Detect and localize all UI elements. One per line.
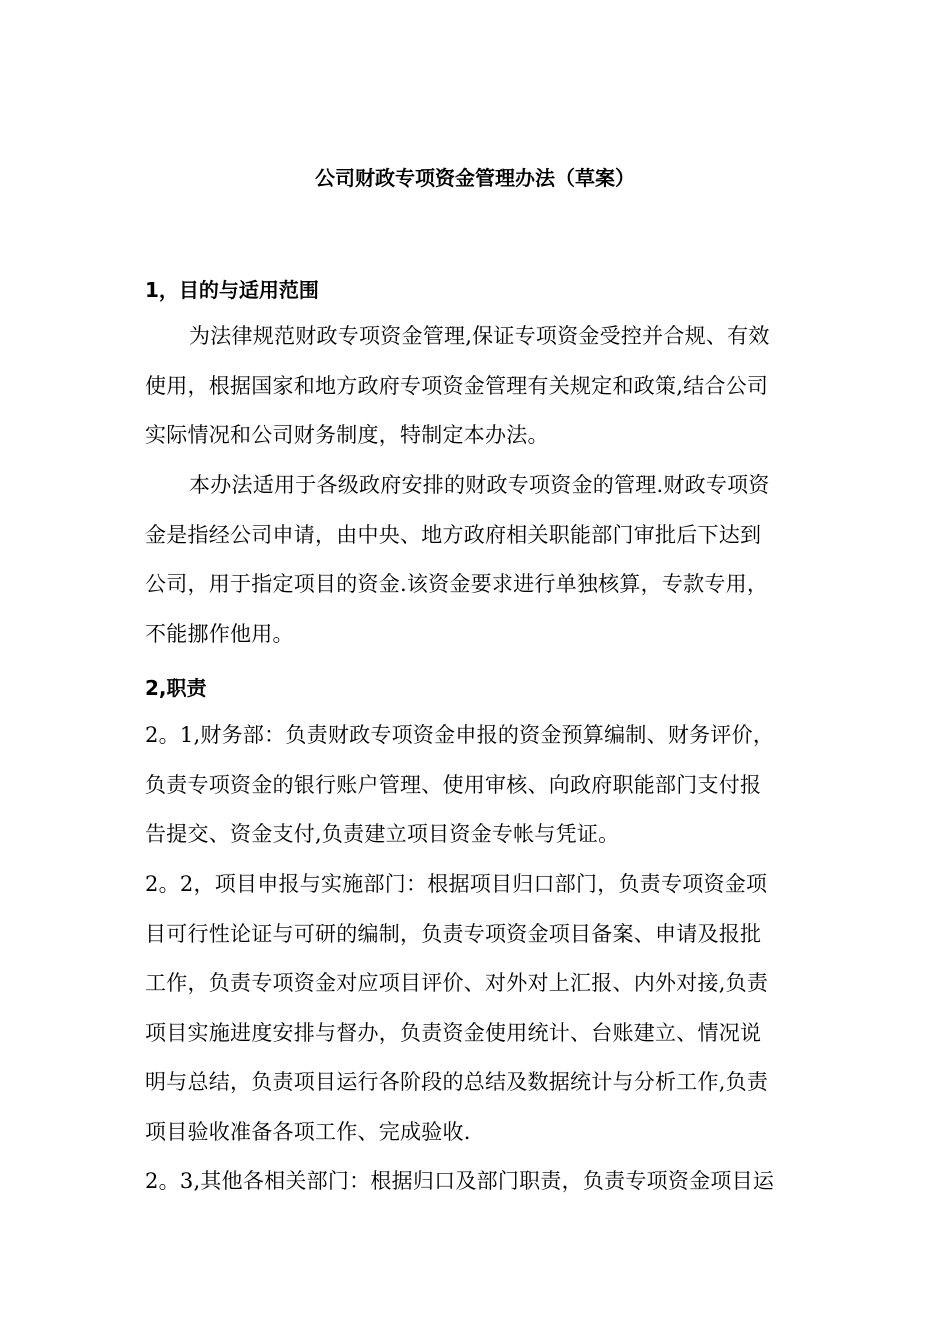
text-line: 2。1,财务部：负责财政专项资金申报的资金预算编制、财务评价， — [145, 723, 775, 747]
text-line: 实际情况和公司财务制度，特制定本办法。 — [145, 423, 549, 448]
section-1-paragraph-2 — [145, 461, 805, 659]
text-line: 工作，负责专项资金对应项目评价、对外对上汇报、内外对接,负责 — [145, 971, 769, 996]
document-title: 公司财政专项资金管理办法（草案） — [315, 166, 635, 190]
text-line: 项目实施进度安排与督办，负责资金使用统计、台账建立、情况说 — [145, 1020, 762, 1045]
text-line: 负责专项资金的银行账户管理、使用审核、向政府职能部门支付报 — [145, 772, 762, 797]
text-line: 不能挪作他用。 — [145, 621, 294, 646]
text-line: 2。2，项目申报与实施部门：根据项目归口部门，负责专项资金项 — [145, 872, 768, 896]
text-line: 使用，根据国家和地方政府专项资金管理有关规定和政策,结合公司 — [145, 373, 769, 398]
text-line: 金是指经公司申请，由中央、地方政府相关职能部门审批后下达到 — [145, 522, 762, 547]
section-2-item-1 — [145, 711, 805, 860]
text-line: 本办法适用于各级政府安排的财政专项资金的管理.财政专项资 — [189, 473, 770, 497]
text-line: 明与总结，负责项目运行各阶段的总结及数据统计与分析工作,负责 — [145, 1070, 769, 1095]
section-2-item-2 — [145, 860, 805, 1158]
text-line: 2。3,其他各相关部门：根据归口及部门职责，负责专项资金项目运 — [145, 1169, 775, 1193]
section-2-heading: 2,职责 — [145, 676, 207, 700]
text-line: 项目验收准备各项工作、完成验收. — [145, 1119, 471, 1144]
text-line: 为法律规范财政专项资金管理,保证专项资金受控并合规、有效 — [189, 324, 770, 348]
section-1-heading: 1，目的与适用范围 — [145, 278, 319, 302]
text-line: 公司，用于指定项目的资金.该资金要求进行单独核算，专款专用， — [145, 572, 769, 597]
text-line: 目可行性论证与可研的编制，负责专项资金项目备案、申请及报批 — [145, 921, 762, 946]
text-line: 告提交、资金支付,负责建立项目资金专帐与凭证。 — [145, 822, 620, 847]
section-1-paragraph-1 — [145, 312, 805, 461]
section-2-item-3 — [145, 1157, 805, 1207]
